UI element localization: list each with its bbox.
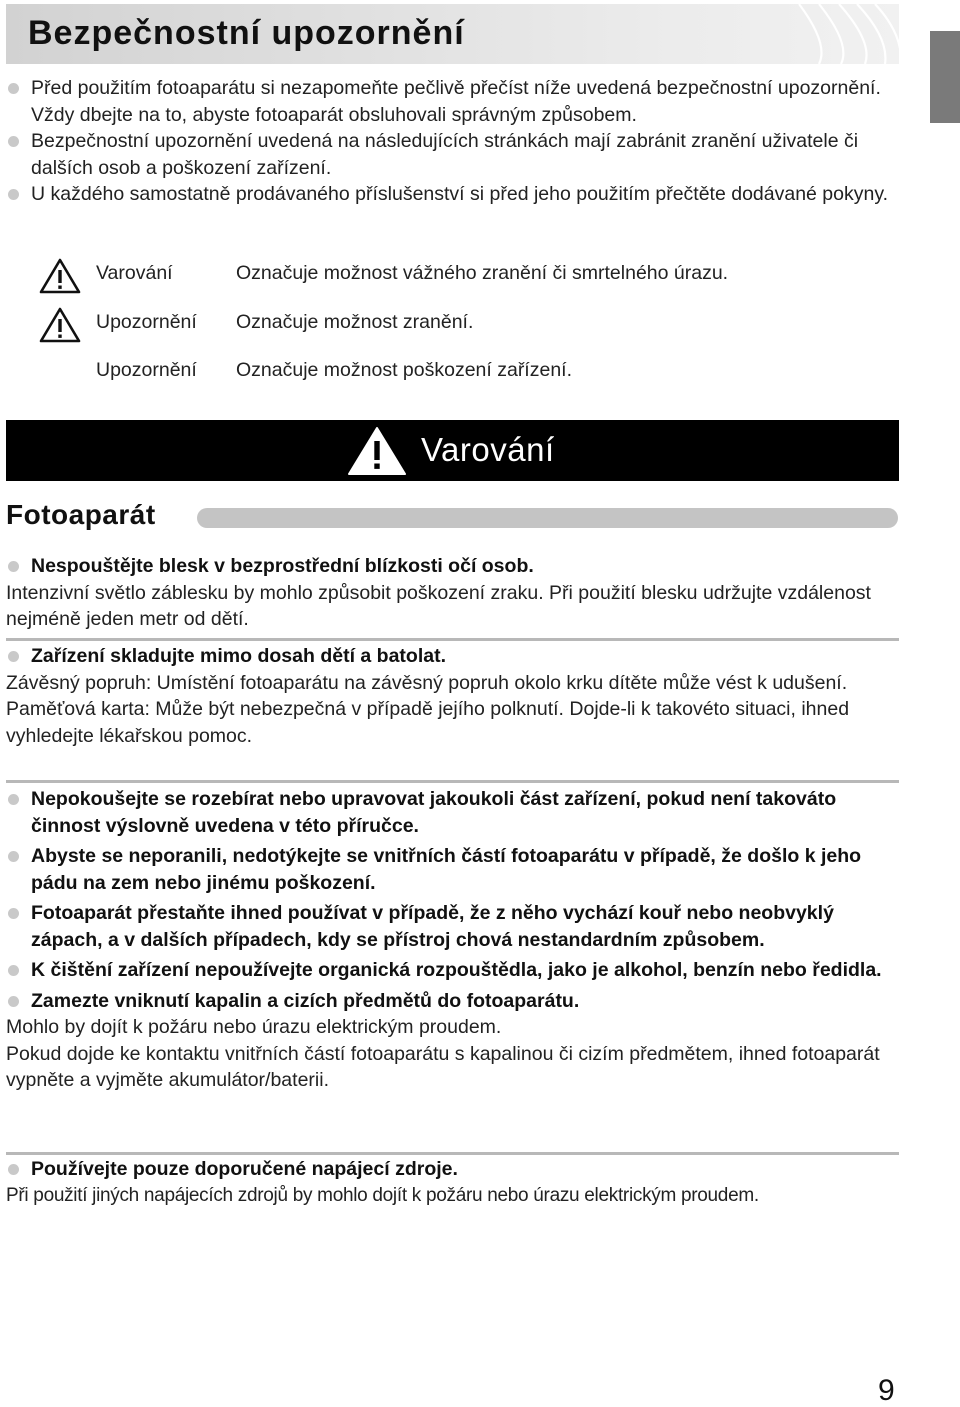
list-item: U každého samostatně prodávaného příslušenství si před jeho použitím přečtěte dodávané pokyny. <box>8 181 908 208</box>
warning-heading: K čištění zařízení nepoužívejte organická rozpouštědla, jako je alkohol, benzín nebo ředidla. <box>6 957 906 984</box>
legend-desc: Označuje možnost zranění. <box>236 311 474 333</box>
warning-banner-label: Varování <box>421 431 555 468</box>
divider <box>6 780 899 783</box>
page-number: 9 <box>878 1374 895 1407</box>
warning-heading: Zařízení skladujte mimo dosah dětí a batolat. <box>6 643 906 670</box>
warning-triangle-icon <box>38 306 82 344</box>
bullet-icon <box>8 965 19 976</box>
warning-text: Závěsný popruh: Umístění fotoaparátu na závěsný popruh okolo krku dítěte může vést k udušení. <box>6 671 848 694</box>
warning-text: Při použití jiných napájecích zdrojů by mohlo dojít k požáru nebo úrazu elektrickým proudem. <box>6 1184 759 1206</box>
divider <box>6 1152 899 1155</box>
warning-heading: Zamezte vniknutí kapalin a cizích předmětů do fotoaparátu. <box>6 988 906 1015</box>
list-item: Před použitím fotoaparátu si nezapomeňte pečlivě přečíst níže uvedená bezpečnostní upozornění. Vždy dbejte na to, abyste fotoaparát obsluhovali správným způsobem. <box>8 75 908 128</box>
list-item: Bezpečnostní upozornění uvedená na následujících stránkách mají zabránit zranění uživatele či dalších osob a poškození zařízení. <box>8 128 908 181</box>
decorative-arcs <box>679 4 899 64</box>
legend-desc: Označuje možnost vážného zranění či smrtelného úrazu. <box>236 262 729 284</box>
bullet-icon <box>8 996 19 1007</box>
bullet-icon <box>8 136 19 147</box>
intro-list <box>8 75 908 208</box>
legend-desc: Označuje možnost poškození zařízení. <box>236 359 573 381</box>
warning-item <box>6 643 906 749</box>
bullet-icon <box>8 83 19 94</box>
page-title-banner <box>6 4 899 64</box>
legend-row-equipment <box>0 359 900 389</box>
legend-term: Varování <box>96 262 173 284</box>
warning-item <box>6 1156 926 1209</box>
section-rule <box>197 508 898 528</box>
chapter-tab-marker <box>930 31 960 123</box>
legend-row-warning <box>0 262 900 292</box>
legend-row-caution <box>0 311 900 341</box>
bullet-icon <box>8 189 19 200</box>
warning-item <box>6 553 906 633</box>
warning-heading: Nepokoušejte se rozebírat nebo upravovat jakoukoli část zařízení, pokud není takováto činnost výslovně uvedena v této příručce. <box>6 786 906 839</box>
warning-heading: Fotoaparát přestaňte ihned používat v případě, že z něho vychází kouř nebo neobvyklý zápach, a v dalších případech, kdy se přístroj chová nestandardním způsobem. <box>6 900 906 953</box>
bullet-icon <box>8 794 19 805</box>
warning-text: Pokud dojde ke kontaktu vnitřních částí fotoaparátu s kapalinou či cizím předmětem, ihned fotoaparát vypněte a vyjměte akumulátor/baterii. <box>6 1042 880 1091</box>
warning-triangle-icon <box>38 257 82 295</box>
warning-heading: Používejte pouze doporučené napájecí zdroje. <box>6 1156 926 1183</box>
legend-term: Upozornění <box>96 311 197 333</box>
bullet-icon <box>8 561 19 572</box>
warning-banner <box>6 420 899 481</box>
bullet-icon <box>8 908 19 919</box>
warning-text: Mohlo by dojít k požáru nebo úrazu elektrickým proudem. <box>6 1016 502 1038</box>
page-title: Bezpečnostní upozornění <box>28 14 465 52</box>
divider <box>6 638 899 641</box>
warning-item <box>6 786 906 1094</box>
bullet-icon <box>8 851 19 862</box>
section-title: Fotoaparát <box>6 499 156 530</box>
warning-heading: Nespouštějte blesk v bezprostřední blízkosti očí osob. <box>6 553 906 580</box>
bullet-icon <box>8 651 19 662</box>
warning-heading: Abyste se neporanili, nedotýkejte se vnitřních částí fotoaparátu v případě, že došlo k jeho pádu na zem nebo jinému poškození. <box>6 843 906 896</box>
warning-triangle-icon <box>346 425 408 477</box>
warning-text: Intenzivní světlo záblesku by mohlo způsobit poškození zraku. Při použití blesku udržujte vzdálenost nejméně jeden metr od dětí. <box>6 581 871 630</box>
bullet-icon <box>8 1164 19 1175</box>
warning-text: Paměťová karta: Může být nebezpečná v případě jejího polknutí. Dojde-li k takovéto situaci, ihned vyhledejte lékařskou pomoc. <box>6 698 850 747</box>
legend-term: Upozornění <box>96 359 197 381</box>
